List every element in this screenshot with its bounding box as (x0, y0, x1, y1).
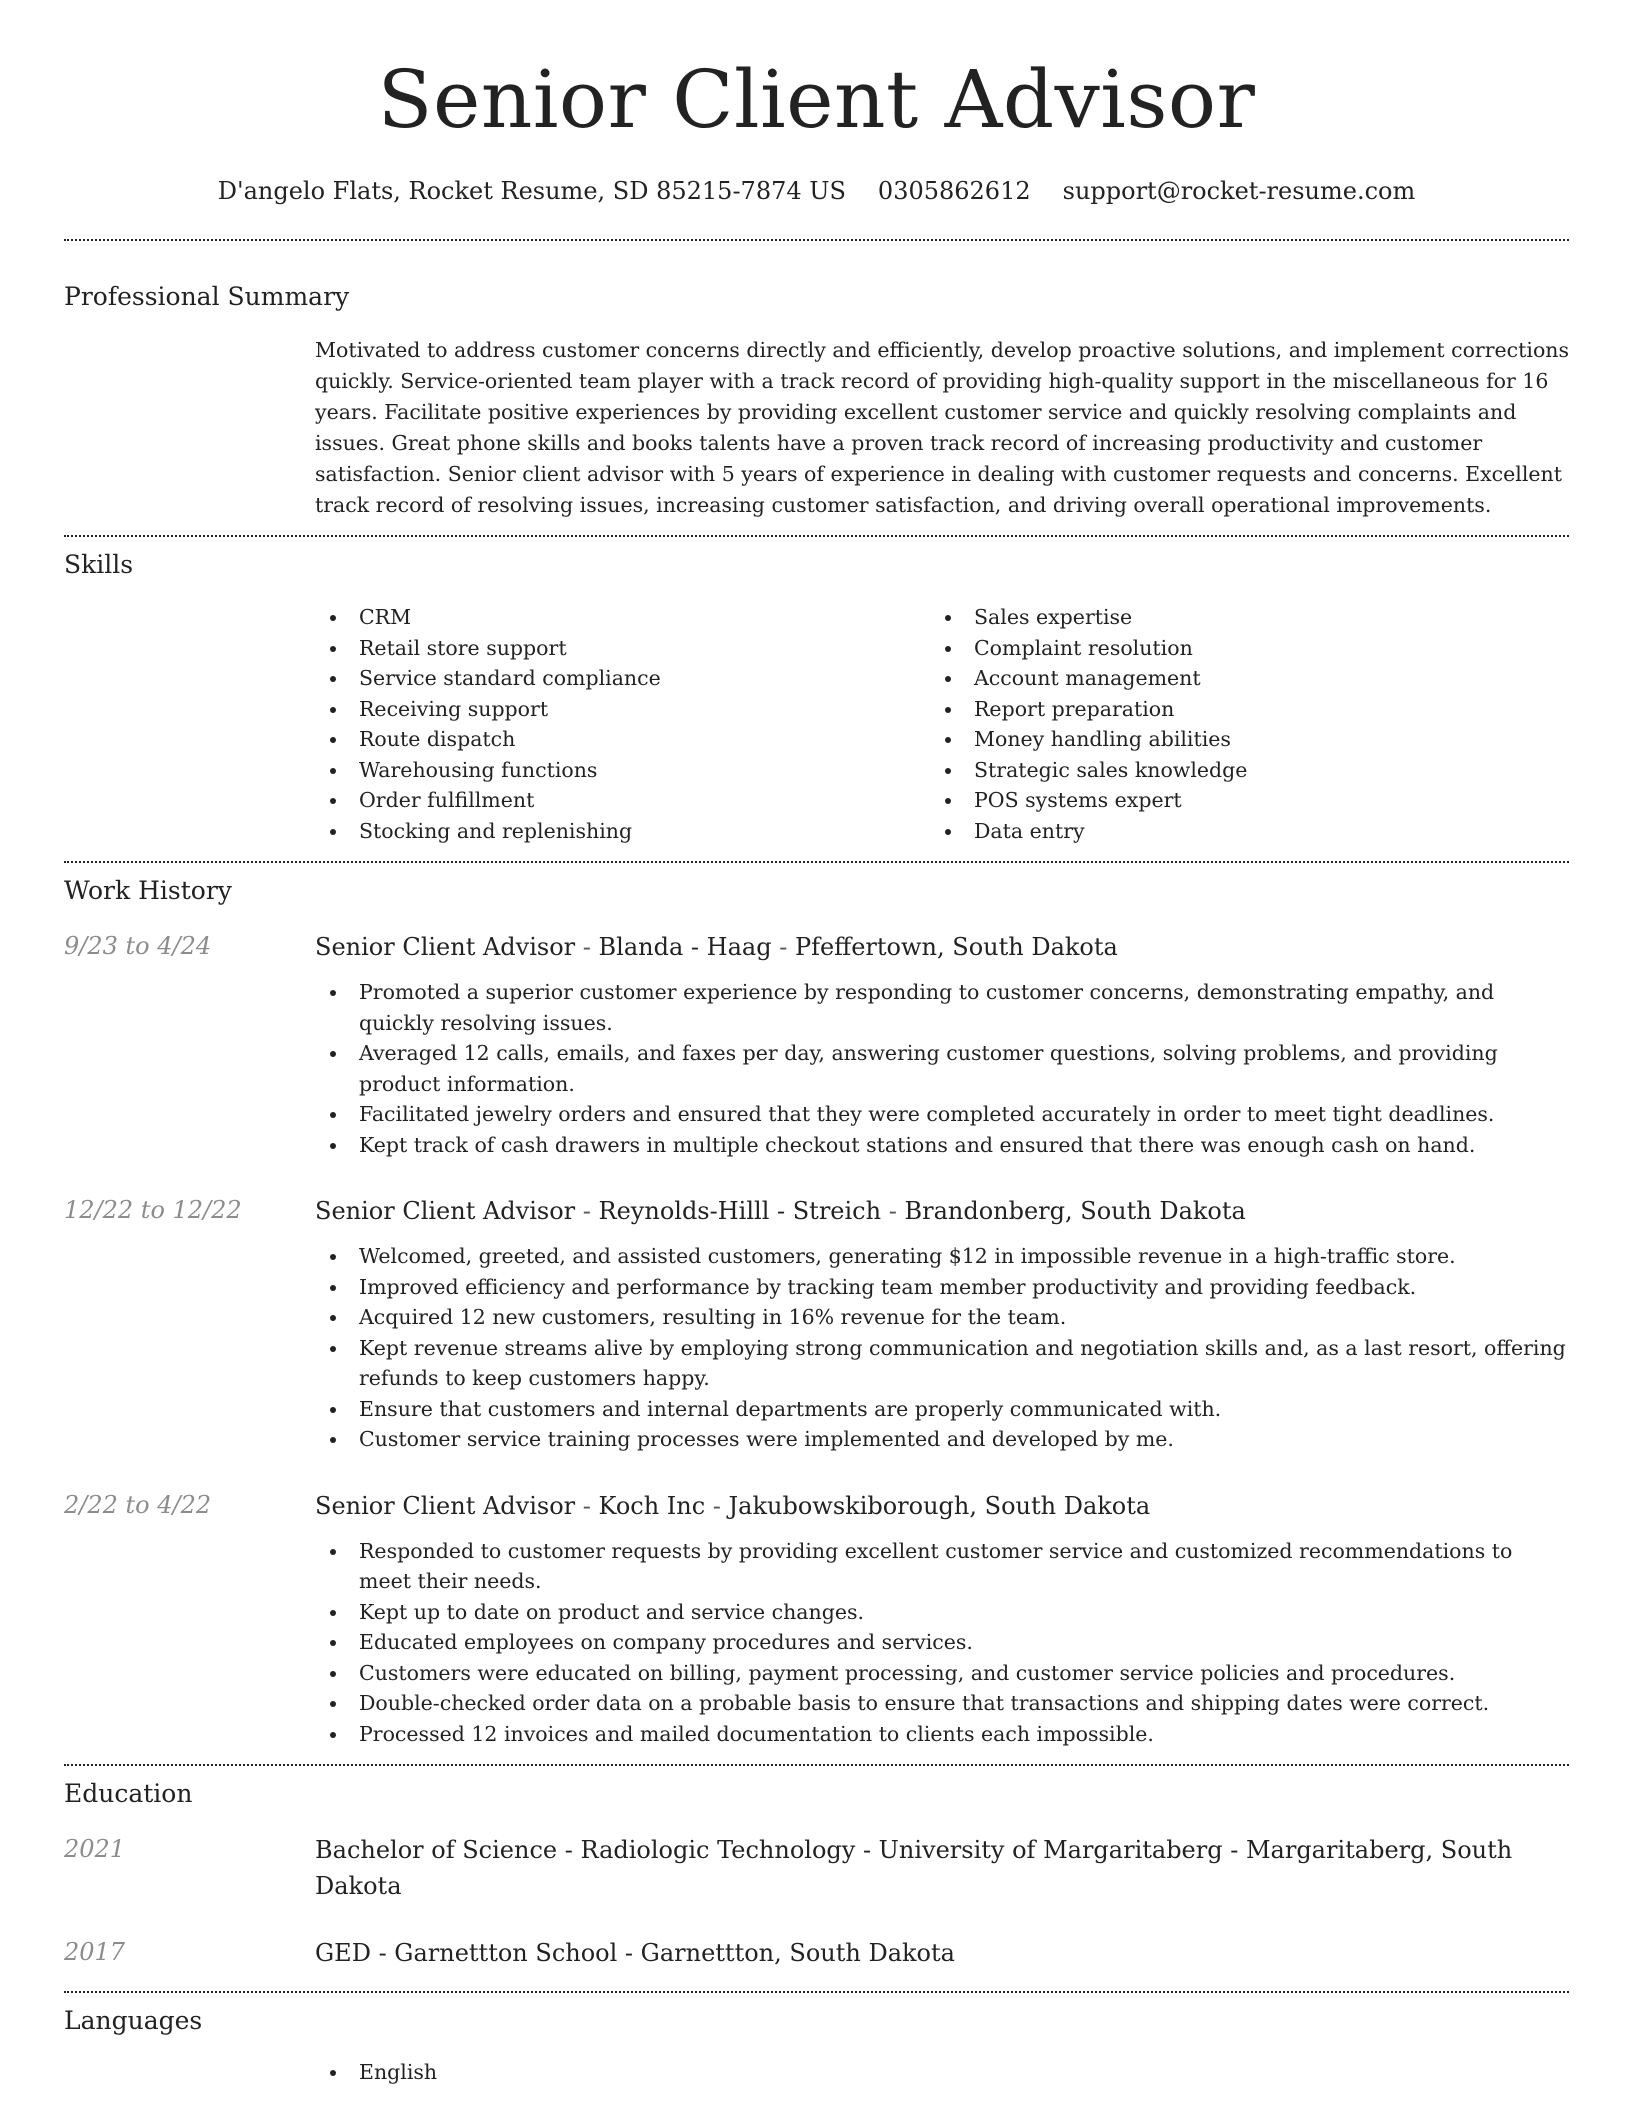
skill-item: Report preparation (930, 694, 1545, 725)
divider (64, 1764, 1569, 1766)
separator: - (575, 1491, 599, 1520)
section-title-work: Work History (64, 876, 232, 905)
job-bullet: Welcomed, greeted, and assisted customers, generating $12 in impossible revenue in a high-traffic store. (315, 1241, 1569, 1272)
education-date: 2021 (64, 1835, 126, 1863)
job-heading (315, 1488, 1569, 1524)
skills-column-left (315, 602, 930, 846)
job-bullet: Acquired 12 new customers, resulting in 16% revenue for the team. (315, 1302, 1569, 1333)
education-heading: Bachelor of Science - Radiologic Technology - University of Margaritaberg - Margaritaberg, South Dakota (315, 1836, 1513, 1900)
section-title-skills: Skills (64, 550, 134, 579)
skill-item: Strategic sales knowledge (930, 755, 1545, 786)
job-bullet: Ensure that customers and internal departments are properly communicated with. (315, 1394, 1569, 1425)
job-entry (64, 929, 1569, 1160)
job-bullet: Kept track of cash drawers in multiple checkout stations and ensured that there was enough cash on hand. (315, 1130, 1569, 1161)
education-entry (64, 1832, 1569, 1904)
education-entry (64, 1935, 1569, 1971)
job-location: Jakubowskiborough, South Dakota (728, 1491, 1151, 1520)
summary-text: Motivated to address customer concerns directly and efficiently, develop proactive solutions, and implement corrections quickly. Service-oriented team player with a track record of providing high-quality support in the miscellaneous for 16 years. Facilitate positive experiences by providing excellent customer service and quickly resolving complaints and issues. Great phone skills and books talents have a proven track record of increasing productivity and customer satisfaction. Senior client advisor with 5 years of experience in dealing with customer requests and concerns. Excellent track record of resolving issues, increasing customer satisfaction, and driving overall operational improvements. (315, 338, 1570, 517)
language-item: English (315, 2057, 1569, 2088)
contact-email: support@rocket-resume.com (1062, 177, 1416, 205)
job-bullets (315, 977, 1569, 1160)
job-bullets (315, 1536, 1569, 1750)
divider (64, 1991, 1569, 1993)
job-bullet: Customer service training processes were implemented and developed by me. (315, 1424, 1569, 1455)
job-bullet: Responded to customer requests by providing excellent customer service and customized recommendations to meet their needs. (315, 1536, 1569, 1597)
job-title: Senior Client Advisor (315, 933, 576, 961)
skill-item: Data entry (930, 816, 1545, 847)
skill-item: Complaint resolution (930, 633, 1545, 664)
skill-item: Sales expertise (930, 602, 1545, 633)
job-bullets (315, 1241, 1569, 1455)
job-bullet: Processed 12 invoices and mailed documentation to clients each impossible. (315, 1719, 1569, 1750)
skill-item: Service standard compliance (315, 663, 930, 694)
job-bullet: Educated employees on company procedures and services. (315, 1627, 1569, 1658)
skill-item: Receiving support (315, 694, 930, 725)
skills-column-right (930, 602, 1545, 846)
resume-page (64, 0, 1569, 2088)
job-heading (315, 929, 1569, 965)
job-entry (64, 1193, 1569, 1455)
section-title-languages: Languages (64, 2006, 203, 2035)
job-bullet: Improved efficiency and performance by tracking team member productivity and providing feedback. (315, 1272, 1569, 1303)
skill-item: Order fulfillment (315, 785, 930, 816)
skill-item: Retail store support (315, 633, 930, 664)
separator: - (771, 933, 795, 961)
skill-item: CRM (315, 602, 930, 633)
section-title-summary: Professional Summary (64, 282, 350, 311)
job-company: Koch Inc (598, 1491, 706, 1520)
education-heading: GED - Garnettton School - Garnettton, South Dakota (315, 1939, 955, 1967)
job-location: Brandonberg, South Dakota (904, 1197, 1246, 1225)
separator: - (575, 1197, 599, 1225)
skill-item: Stocking and replenishing (315, 816, 930, 847)
separator: - (881, 1197, 905, 1225)
divider (64, 239, 1569, 241)
job-bullet: Kept up to date on product and service changes. (315, 1597, 1569, 1628)
job-bullet: Kept revenue streams alive by employing strong communication and negotiation skills and, as a last resort, offering refunds to keep customers happy. (315, 1333, 1569, 1394)
divider (64, 535, 1569, 537)
job-title: Senior Client Advisor (315, 1491, 576, 1520)
skill-item: Money handling abilities (930, 724, 1545, 755)
job-bullet: Double-checked order data on a probable basis to ensure that transactions and shipping dates were correct. (315, 1688, 1569, 1719)
job-entry (64, 1488, 1569, 1750)
job-date: 12/22 to 12/22 (64, 1196, 242, 1224)
job-title: Senior Client Advisor (315, 1197, 576, 1225)
skills-list (315, 602, 1569, 846)
job-location: Pfeffertown, South Dakota (794, 933, 1118, 961)
contact-phone: 0305862612 (877, 177, 1031, 205)
job-bullet: Customers were educated on billing, payment processing, and customer service policies and procedures. (315, 1658, 1569, 1689)
job-bullet: Promoted a superior customer experience by responding to customer concerns, demonstrating empathy, and quickly resolving issues. (315, 977, 1569, 1038)
education-date: 2017 (64, 1938, 126, 1966)
resume-name: Senior Client Advisor (377, 53, 1256, 146)
job-bullet: Facilitated jewelry orders and ensured that they were completed accurately in order to meet tight deadlines. (315, 1099, 1569, 1130)
contact-line (64, 176, 1569, 206)
job-date: 2/22 to 4/22 (64, 1490, 212, 1519)
job-company: Reynolds-Hilll - Streich (598, 1197, 882, 1225)
job-company: Blanda - Haag (598, 933, 772, 961)
skill-item: Route dispatch (315, 724, 930, 755)
skill-item: Account management (930, 663, 1545, 694)
job-heading (315, 1193, 1569, 1229)
contact-address: D'angelo Flats, Rocket Resume, SD 85215-7874 US (217, 177, 846, 205)
separator: - (575, 933, 599, 961)
skill-item: POS systems expert (930, 785, 1545, 816)
skill-item: Warehousing functions (315, 755, 930, 786)
languages-list (315, 2057, 1569, 2088)
divider (64, 861, 1569, 863)
separator: - (705, 1491, 729, 1520)
job-date: 9/23 to 4/24 (64, 932, 212, 960)
section-title-education: Education (64, 1779, 193, 1808)
job-bullet: Averaged 12 calls, emails, and faxes per day, answering customer questions, solving problems, and providing product information. (315, 1038, 1569, 1099)
